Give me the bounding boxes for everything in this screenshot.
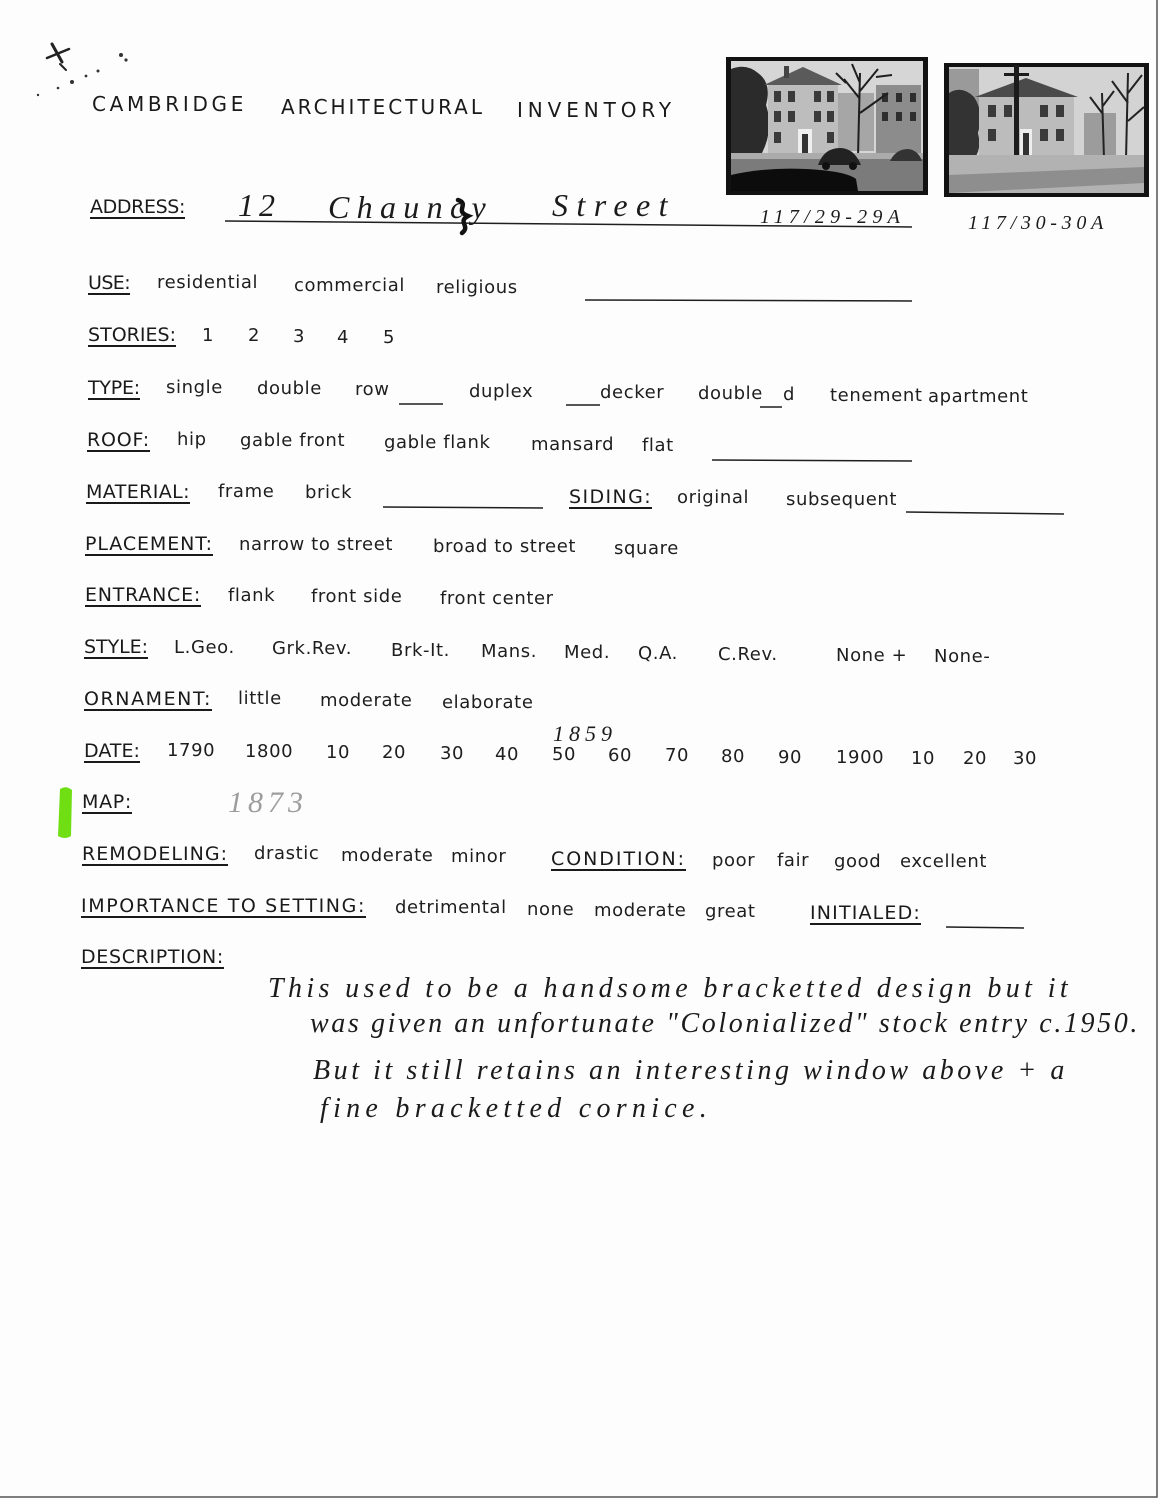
building-photo [944, 63, 1149, 197]
condition-option: good [834, 851, 882, 872]
form-title-word: ARCHITECTURAL [281, 95, 485, 119]
date-option: 20 [963, 748, 988, 769]
roof-option: gable front [240, 430, 346, 451]
form-title-word: CAMBRIDGE [92, 92, 247, 116]
description-handwritten-line: But it still retains an interesting window above + a [313, 1055, 1068, 1086]
stories-label: STORIES: [88, 324, 176, 346]
material-other-blank [383, 507, 543, 508]
address-label: ADDRESS: [90, 196, 185, 218]
remodeling-option: moderate [341, 845, 434, 866]
remodeling-label: REMODELING: [82, 843, 228, 865]
form-title-word: INVENTORY [517, 98, 676, 122]
date-option: 70 [665, 745, 690, 766]
entrance-label: ENTRANCE: [85, 584, 201, 606]
ornament-option: moderate [320, 690, 413, 711]
building-photo [726, 57, 928, 195]
date-option: 30 [440, 743, 465, 764]
type-label: TYPE: [88, 377, 140, 399]
stories-option: 4 [337, 327, 350, 348]
date-handwritten-value: 1859 [553, 721, 617, 746]
stories-option: 2 [248, 325, 261, 346]
style-option: Mans. [481, 641, 538, 662]
entrance-option: front center [440, 588, 554, 609]
date-option: 20 [382, 742, 407, 763]
roof-other-blank [712, 460, 912, 461]
importance-to-setting-label: IMPORTANCE TO SETTING: [81, 895, 366, 917]
date-option: 40 [495, 744, 520, 765]
initialed-blank [946, 927, 1024, 928]
type-option: row [355, 379, 390, 400]
type-option: single [166, 377, 223, 398]
siding-option: original [677, 487, 750, 508]
ornament-label: ORNAMENT: [84, 688, 212, 710]
importance-option: none [527, 899, 575, 920]
corner-dots [37, 53, 128, 96]
date-option: 80 [721, 746, 746, 767]
material-label: MATERIAL: [86, 481, 190, 503]
condition-option: excellent [900, 851, 988, 872]
style-option: C.Rev. [718, 644, 778, 665]
placement-label: PLACEMENT: [85, 533, 213, 555]
style-option: Q.A. [638, 643, 679, 664]
description-handwritten-line: was given an unfortunate "Colonialized" stock entry c.1950. [310, 1008, 1140, 1039]
siding-option: subsequent [786, 489, 898, 510]
address-number: 12 [238, 187, 280, 223]
siding-other-blank [906, 512, 1064, 514]
map-label: MAP: [82, 791, 132, 813]
importance-option: great [705, 901, 756, 922]
date-option: 90 [778, 747, 803, 768]
date-option: 60 [608, 745, 633, 766]
use-other-blank [585, 300, 912, 301]
use-option: religious [436, 277, 518, 298]
ornament-option: little [238, 688, 282, 709]
entrance-option: front side [311, 586, 403, 607]
green-highlight-mark [58, 787, 72, 838]
style-option: Med. [564, 642, 611, 663]
address-street-suffix: Street [552, 187, 676, 223]
date-option: 10 [326, 742, 351, 763]
photo-caption: 117/29-29A [760, 206, 905, 228]
siding-label: SIDING: [569, 486, 652, 508]
corner-marks [47, 44, 69, 70]
importance-option: detrimental [395, 897, 507, 918]
style-label: STYLE: [84, 636, 148, 658]
use-label: USE: [88, 272, 130, 294]
type-option: tenement [830, 385, 923, 406]
date-option: 10 [911, 748, 936, 769]
roof-option: mansard [531, 434, 615, 455]
style-option: L.Geo. [174, 637, 235, 658]
material-option: brick [305, 482, 353, 503]
stories-option: 3 [293, 326, 306, 347]
type-option: d [783, 384, 796, 405]
condition-option: fair [777, 850, 810, 871]
style-option: Brk-It. [391, 640, 450, 661]
type-option: double [698, 383, 763, 404]
date-label: DATE: [84, 740, 140, 762]
date-option: 1790 [167, 740, 216, 761]
stories-option: 5 [383, 327, 396, 348]
description-handwritten-line: This used to be a handsome bracketted design but it [268, 973, 1072, 1004]
map-handwritten-value: 1873 [228, 786, 308, 819]
entrance-option: flank [228, 585, 276, 606]
ornament-option: elaborate [442, 692, 534, 713]
style-option: None + [836, 645, 908, 666]
date-option: 1900 [836, 747, 885, 768]
roof-option: gable flank [384, 432, 491, 453]
placement-option: broad to street [433, 536, 577, 557]
description-handwritten-line: fine bracketted cornice. [320, 1093, 712, 1124]
type-option: duplex [469, 381, 534, 402]
condition-label: CONDITION: [551, 848, 686, 870]
address-street-name: Chauncy [328, 189, 493, 225]
remodeling-option: drastic [254, 843, 320, 864]
condition-option: poor [712, 850, 756, 871]
roof-option: flat [642, 435, 674, 456]
date-option: 50 [552, 744, 577, 765]
use-option: commercial [294, 275, 405, 296]
type-option: decker [600, 382, 665, 403]
date-option: 1800 [245, 741, 294, 762]
photo-caption: 117/30-30A [968, 212, 1108, 234]
use-option: residential [157, 272, 259, 293]
material-option: frame [218, 481, 275, 502]
roof-label: ROOF: [87, 429, 150, 451]
placement-option: square [614, 538, 679, 559]
date-option: 30 [1013, 748, 1038, 769]
style-option: None- [934, 646, 991, 667]
type-option: apartment [928, 386, 1029, 407]
description-label: DESCRIPTION: [81, 946, 224, 968]
stories-option: 1 [202, 325, 215, 346]
placement-option: narrow to street [239, 534, 394, 555]
roof-option: hip [177, 429, 207, 450]
type-option: double [257, 378, 322, 399]
style-option: Grk.Rev. [272, 638, 353, 659]
initialed-label: INITIALED: [810, 902, 921, 924]
importance-option: moderate [594, 900, 687, 921]
remodeling-option: minor [451, 846, 507, 867]
